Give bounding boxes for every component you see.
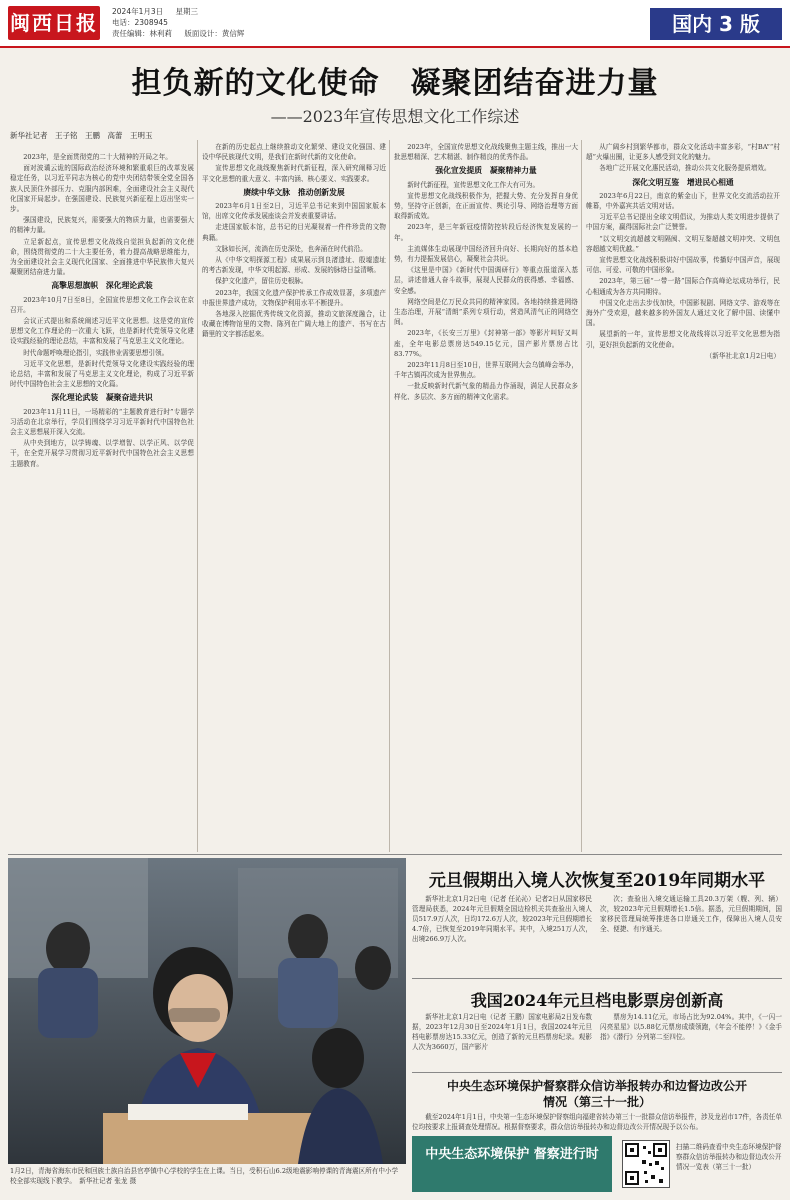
issue-date: 2024年1月3日 [112, 7, 164, 16]
story-headline: 元旦假期出入境人次恢复至2019年同期水平 [428, 871, 766, 891]
paragraph: 在新的历史起点上继续推动文化繁荣、建设文化强国、建设中华民族现代文明，是我们在新时代新的文化使命。 [202, 143, 386, 162]
paragraph: 会议正式提出和系统阐述习近平文化思想。这是党的宣传思想文化工作理论的一次重大飞跃，也是新时代党领导文化建设实践经验的理论总结，丰富和发展了马克思主义文化理论。 [10, 317, 194, 346]
paragraph: 新华社北京1月2日电（记者 任沁沁）记者2日从国家移民管理局获悉，2024年元旦假期全国边检机关共查验出入境人员517.9万人次，日均172.6万人次，较2023年元旦假期增长4.7倍，已恢复至2019年同期水平。其中，入境251万人次，出境266.9万人次。 [412, 895, 592, 943]
lead-column-3 [394, 142, 578, 850]
paragraph: 2023年11月8日至10日，世界互联网大会乌镇峰会举办，千年古镇再次成为世界焦点。 [394, 361, 578, 380]
section-heading: 深化理论武装 凝聚奋进共识 [51, 393, 153, 403]
paragraph: 2023年11月11日，一场精彩的“主题教育进行时”专题学习活动在北京举行，学员们围绕学习习近平新时代中国特色社会主义思想展开深入交流。 [10, 407, 194, 437]
paragraph: 2023年，全国宣传思想文化战线聚焦主题主线，推出一大批思想精深、艺术精湛、制作精良的优秀作品。 [394, 143, 578, 162]
section-heading: 高擎思想旗帜 深化理论武装 [51, 281, 153, 291]
lead-subhead: ——2023年宣传思想文化工作综述 [270, 107, 520, 126]
page-section-label: 国内 3 版 [650, 8, 782, 40]
paragraph: 宣传思想文化战线聚焦新时代新征程，深入研究阐释习近平文化思想的重大意义、丰富内涵、核心要义、实践要求。 [202, 164, 386, 183]
responsible-editor: 责任编辑：林利莉 [112, 29, 172, 38]
column-rule [389, 140, 390, 852]
story-body-right [600, 894, 782, 970]
paragraph: 各地深入挖掘优秀传统文化资源，推动文旅深度融合，让收藏在博物馆里的文物、陈列在广阔大地上的遗产、书写在古籍里的文字都活起来。 [202, 310, 386, 339]
paragraph: 时代命题呼唤理论指引，实践伟业需要思想引领。 [23, 348, 169, 357]
paragraph: 走进国家版本馆，总书记的目光凝视着一件件珍贵的文物典籍。 [202, 223, 386, 242]
section-heading: 强化宣发提质 凝聚精神力量 [435, 166, 537, 176]
paragraph: 2023年6月1日至2日，习近平总书记来到中国国家版本馆，出席文化传承发展座谈会并发表重要讲话。 [202, 202, 386, 221]
lead-column-2 [202, 142, 386, 850]
inspection-banner: 中央生态环境保护 督察进行时 [412, 1136, 612, 1192]
masthead [0, 0, 790, 48]
issue-weekday: 星期三 [175, 7, 199, 16]
paragraph: 保护文化遗产，留住历史根脉。 [215, 277, 308, 286]
paragraph: 习近平总书记提出全球文明倡议，为推动人类文明进步提供了中国方案，赢得国际社会广泛赞誉。 [586, 213, 780, 232]
paragraph: 从中央到地方，以学铸魂、以学增智、以学正风、以学促干，在全党开展学习贯彻习近平新时代中国特色社会主义思想主题教育。 [10, 439, 194, 468]
paragraph: 票房为14.11亿元，市场占比为92.04%。其中，《一闪一闪亮星星》以5.88亿元票房成绩领跑，《年会不能停！》《金手指》《潜行》分列第二至四位。 [600, 1013, 782, 1041]
paragraph: 截至2024年1月1日，中央第一生态环境保护督察组向福建省转办第三十一批群众信访举报件，涉及龙岩市17件，各责任单位均按要求上报调查处理情况。根据督察要求，群众信访举报转办和边督边改公开情况现予以公布。 [412, 1113, 782, 1131]
section-heading: 深化文明互鉴 增进民心相通 [632, 177, 734, 187]
lead-byline: 新华社记者 王子铭 王鹏 高蕾 王明玉 [10, 131, 153, 140]
paragraph: 新华社北京1月2日电（记者 王鹏）国家电影局2日发布数据，2023年12月30日至2024年1月1日，我国2024年元旦档电影票房达15.33亿元，创造了新的元旦档票房纪录。观影人次为3660万，国产影片 [412, 1013, 592, 1051]
story-divider [412, 1072, 782, 1073]
section-heading: 赓续中华文脉 推动创新发展 [243, 187, 345, 197]
paragraph: 新时代新征程，宣传思想文化工作大有可为。 [407, 180, 540, 189]
section-divider [8, 854, 782, 855]
paragraph: 习近平文化思想，是新时代党领导文化建设实践经验的理论总结，丰富和发展了马克思主义文化理论，构成了习近平新时代中国特色社会主义思想的文化篇。 [10, 359, 194, 389]
paragraph: 展望新的一年，宣传思想文化战线将以习近平文化思想为指引，更好担负起新的文化使命。 [586, 330, 780, 349]
paragraph: 网络空间是亿万民众共同的精神家园。各地持续推进网络生态治理，开展“清朗”系列专项行动，营造风清气正的网络空间。 [394, 297, 578, 327]
paragraph: 2023年，是三年新冠疫情防控转段后经济恢复发展的一年。 [394, 223, 578, 242]
paragraph: 立足新起点，宣传思想文化战线自觉担负起新的文化使命，围绕贯彻党的二十大主要任务，着力提高战略思维能力，为全面建设社会主义现代化国家、全面推进中华民族伟大复兴凝聚团结奋进力量。 [10, 237, 194, 277]
story-body-right [600, 1012, 782, 1066]
paragraph: 2023年，我国文化遗产保护传承工作成效显著，多项遗产申报世界遗产成功，文物保护利用水平不断提升。 [202, 288, 386, 307]
paragraph: 中国文化走出去步伐加快，中国影视剧、网络文学、游戏等在海外广受欢迎，越来越多的外国友人通过文化了解中国、读懂中国。 [586, 298, 780, 328]
lead-column-4 [586, 142, 780, 850]
paragraph: 2023年，第三届“一带一路”国际合作高峰论坛成功举行，民心相通成为各方共同期待。 [586, 277, 780, 296]
newspaper-logo: 闽西日报 [8, 6, 100, 40]
qr-caption: 扫描二维码查看中央生态环境保护督察群众信访举报转办和边督边改公开情况一览表（第三十一批） [676, 1143, 782, 1171]
paragraph: 宣传思想文化战线积极讲好中国故事，传播好中国声音，展现可信、可爱、可敬的中国形象。 [586, 256, 780, 275]
paragraph: 强国建设，民族复兴，需要强大的物质力量，也需要强大的精神力量。 [10, 216, 194, 235]
story-body-left [412, 1012, 592, 1066]
paragraph: 2023年，是全面贯彻党的二十大精神的开局之年。 [23, 153, 172, 161]
story-headline: 中央生态环境保护督察群众信访举报转办和边督边改公开情况（第三十一批） [446, 1079, 747, 1109]
dateline: （新华社北京1月2日电） [705, 351, 780, 360]
story-headline: 我国2024年元旦档电影票房创新高 [470, 991, 724, 1010]
qr-code-icon[interactable] [622, 1140, 670, 1188]
story-body [412, 1112, 782, 1134]
phone-number: 电话：2308945 [112, 18, 168, 27]
lead-headline: 担负新的文化使命 凝聚团结奋进力量 [131, 66, 659, 101]
paragraph: 主流媒体生动展现中国经济回升向好、长期向好的基本趋势，有力提振发展信心，凝聚社会共识。 [394, 244, 578, 264]
paragraph: “以文明交流超越文明隔阂、文明互鉴超越文明冲突、文明包容超越文明优越。” [586, 234, 780, 253]
paragraph: 《这里是中国》《新时代中国调研行》等重点报道深入基层，讲述普通人奋斗故事，展现人民群众的获得感、幸福感、安全感。 [394, 266, 578, 295]
lead-column-1 [10, 142, 194, 850]
paragraph: 文脉如长河，流淌在历史深处，也奔涌在时代前沿。 [215, 244, 367, 253]
masthead-meta [112, 6, 254, 39]
photo-caption: 1月2日，青海省海东市民和回族土族自治县官亭镇中心学校的学生在上课。当日，受积石山6.2级地震影响停课的青海震区所有中小学校全部实现线下教学。 新华社记者 张龙 摄 [10, 1167, 399, 1185]
paragraph: 面对波谲云诡的国际政治经济环境和繁重艰巨的改革发展稳定任务，以习近平同志为核心的党中央团结带领全党全国各族人民顶住外部压力、克服内部困难，全面建设社会主义现代化国家开局起步。在强国建设、民族复兴新征程上迈出坚实一步。 [10, 164, 194, 214]
column-rule [197, 140, 198, 852]
layout-designer: 版面设计：黄信辉 [184, 29, 245, 38]
paragraph: 2023年10月7日至8日，全国宣传思想文化工作会议在京召开。 [10, 295, 194, 314]
paragraph: 宣传思想文化战线积极作为，把握大势、充分发挥自身优势，坚持守正创新，在正面宣传、舆论引导、网络治理等方面取得新成效。 [394, 191, 578, 221]
paragraph: 从《中华文明探源工程》成果展示到良渚遗址、殷墟遗址的考古新发现，中华文明起源、形成、发展的脉络日益清晰。 [202, 256, 386, 275]
story-body-left [412, 894, 592, 970]
classroom-photo [8, 858, 406, 1164]
story-divider [412, 978, 782, 979]
masthead-rule [0, 46, 790, 48]
paragraph: 2023年6月22日，南京的紫金山下，世界文化交流活动拉开帷幕，中外嘉宾共话文明对话。 [586, 191, 780, 211]
paragraph: 从广阔乡村到繁华都市，群众文化活动丰富多彩，“村BA”“村超”火爆出圈，让更多人感受到文化的魅力。 [586, 143, 780, 162]
paragraph: 一批反映新时代新气象的精品力作涌现，满足人民群众多样化、多层次、多方面的精神文化需求。 [394, 382, 578, 401]
column-rule [581, 140, 582, 852]
paragraph: 2023年，《长安三万里》《封神第一部》等影片叫好又叫座，全年电影总票房达549.15亿元，国产影片票房占比83.77%。 [394, 329, 578, 358]
paragraph: 各地广泛开展文化惠民活动，推动公共文化服务提质增效。 [599, 164, 771, 173]
paragraph: 次；查验出入境交通运输工具20.3万架（艘、列、辆）次，较2023年元旦假期增长1.5倍。据悉，元旦假期期间，国家移民管理局统筹推进各口岸通关工作，保障出入境人员安全、便捷、有序通关。 [600, 895, 782, 933]
